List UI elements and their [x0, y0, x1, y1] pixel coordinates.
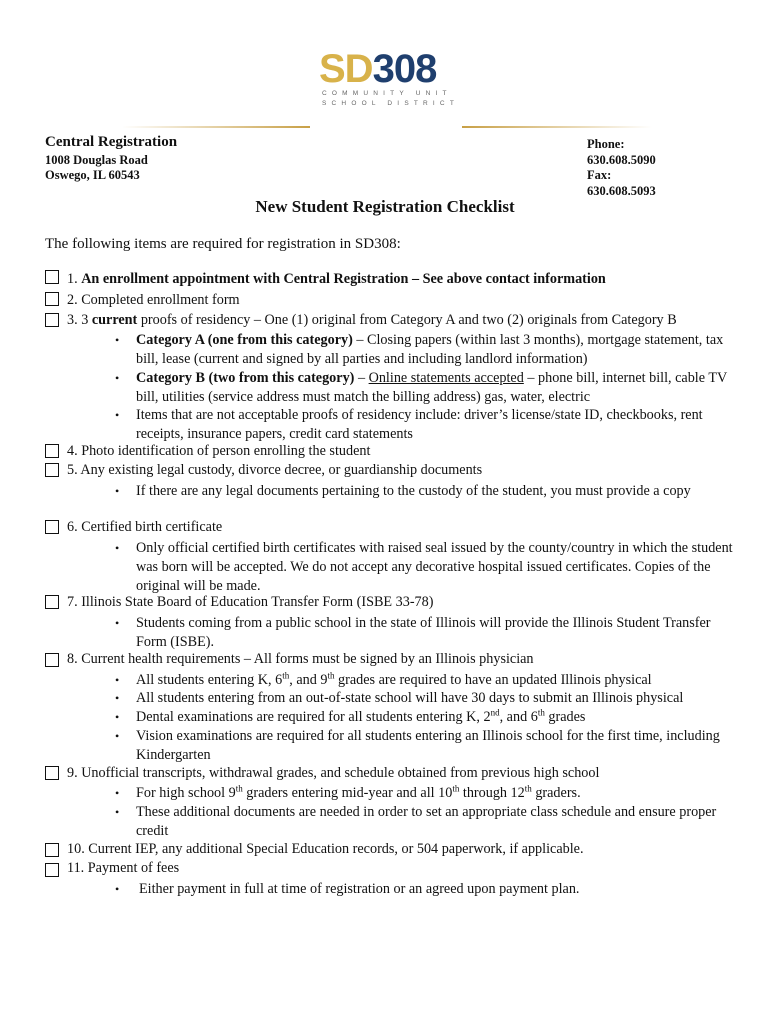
logo-subtitle-line1: COMMUNITY UNIT [322, 90, 452, 97]
list-item-2: 2. Completed enrollment form [67, 292, 240, 308]
checkbox-item-6[interactable] [45, 520, 59, 534]
list-item-8: 8. Current health requirements – All forms must be signed by an Illinois physician [67, 651, 534, 667]
bullet-text: Category B (two from this category) – Online statements accepted – phone bill, internet bill, cable TV bill, utilities (service address must match the billing address) gas, water, electric [136, 370, 727, 405]
bullet: • [115, 786, 120, 800]
checkbox-item-10[interactable] [45, 843, 59, 857]
page-title: New Student Registration Checklist [255, 197, 515, 216]
list-item-10: 10. Current IEP, any additional Special Education records, or 504 paperwork, if applicable. [67, 841, 584, 857]
checkbox-item-1[interactable] [45, 270, 59, 284]
intro-text: The following items are required for registration in SD308: [45, 236, 401, 252]
bullet: • [115, 691, 120, 705]
checkbox-item-3[interactable] [45, 313, 59, 327]
list-item-1: 1. An enrollment appointment with Central Registration – See above contact information [67, 271, 606, 287]
bullet-text: These additional documents are needed in order to set an appropriate class schedule and ensure proper credit [136, 804, 717, 839]
bullet-text: Students coming from a public school in the state of Illinois will provide the Illinois Student Transfer Form (ISBE). [136, 615, 711, 650]
office-street: 1008 Douglas Road [45, 153, 148, 167]
list-item-9: 9. Unofficial transcripts, withdrawal grades, and schedule obtained from previous high school [67, 765, 600, 781]
fax-label: Fax: [587, 168, 612, 182]
bullet: • [115, 616, 120, 630]
bullet-text: All students entering from an out-of-state school will have 30 days to submit an Illinois physical [136, 690, 684, 706]
bullet: • [115, 710, 120, 724]
office-city: Oswego, IL 60543 [45, 168, 140, 182]
bullet-text: Dental examinations are required for all students entering K, 2nd, and 6th grades [136, 707, 586, 725]
list-item-3: 3. 3 current proofs of residency – One (1) original from Category A and two (2) originals from Category B [67, 312, 677, 328]
bullet: • [115, 673, 120, 687]
checkbox-item-9[interactable] [45, 766, 59, 780]
logo-rule-left [122, 126, 310, 128]
bullet: • [115, 408, 120, 422]
bullet: • [115, 371, 120, 385]
bullet-text: If there are any legal documents pertaining to the custody of the student, you must provide a copy [136, 483, 691, 499]
checkbox-item-8[interactable] [45, 653, 59, 667]
list-item-11: 11. Payment of fees [67, 860, 180, 876]
bullet-text: Items that are not acceptable proofs of residency include: driver’s license/state ID, checkbooks, rent receipts, insurance papers, credit card statements [136, 407, 703, 442]
phone-label: Phone: [587, 137, 625, 151]
logo-wordmark: SD308 [319, 47, 437, 91]
bullet: • [115, 541, 120, 555]
list-item-7: 7. Illinois State Board of Education Transfer Form (ISBE 33-78) [67, 594, 434, 610]
bullet-text: Only official certified birth certificates with raised seal issued by the county/country in which the student was born will be accepted. We do not accept any decorative hospital issued certificates. Copies of the original will be made. [136, 540, 733, 594]
bullet-text: Vision examinations are required for all students entering an Illinois school for the first time, including Kindergarten [136, 728, 720, 763]
logo-subtitle-line2: SCHOOL DISTRICT [322, 100, 459, 107]
checkbox-item-7[interactable] [45, 595, 59, 609]
checkbox-item-2[interactable] [45, 292, 59, 306]
fax-number: 630.608.5093 [587, 184, 656, 198]
bullet-text: Either payment in full at time of registration or an agreed upon payment plan. [139, 881, 580, 897]
list-item-6: 6. Certified birth certificate [67, 519, 223, 535]
list-item-4: 4. Photo identification of person enrolling the student [67, 443, 371, 459]
bullet: • [115, 882, 120, 896]
bullet: • [115, 333, 120, 347]
bullet-text: For high school 9th graders entering mid-year and all 10th through 12th graders. [136, 783, 581, 801]
bullet: • [115, 484, 120, 498]
bullet: • [115, 729, 120, 743]
bullet-text: Category A (one from this category) – Closing papers (within last 3 months), mortgage statement, tax bill, lease (current and signed by all parties and including landlord information) [136, 332, 724, 367]
checkbox-item-11[interactable] [45, 863, 59, 877]
checkbox-item-4[interactable] [45, 444, 59, 458]
office-name: Central Registration [45, 134, 178, 150]
phone-number: 630.608.5090 [587, 153, 656, 167]
bullet-text: All students entering K, 6th, and 9th grades are required to have an updated Illinois physical [136, 670, 652, 688]
checkbox-item-5[interactable] [45, 463, 59, 477]
logo-rule-right [462, 126, 652, 128]
list-item-5: 5. Any existing legal custody, divorce decree, or guardianship documents [67, 462, 483, 478]
bullet: • [115, 805, 120, 819]
